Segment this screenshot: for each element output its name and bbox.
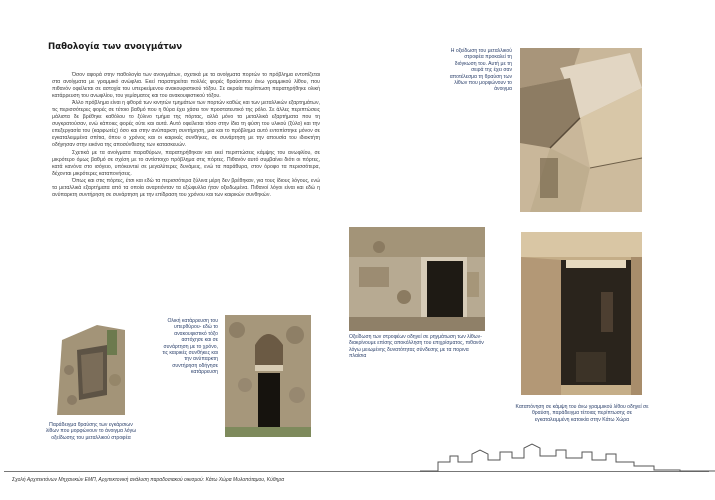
caption-top-right: Η οξείδωση του μεταλλικού στροφέα προκαλεί τη διόγκωση του. Αυτή με τη σειρά της έχει σαν αποτέλεσμα τη θραύση των λίθων που μορφώνουν το άνοιγμα [449,48,512,93]
village-skyline-drawing [420,440,715,474]
caption-bottom-mid: Ολική κατάρρευση του υπερθύρου- εδώ το ανακουφιστικό τόξο αστόχησε και σε συνάρτηση με το χρόνο, τις καιρικές συνθήκες και την ανύπαρκτη συντήρηση οδήγησε κατάρρευση [162,318,218,376]
page-title: Παθολογία των ανοιγμάτων [48,42,183,52]
caption-bottom-right: Καταπόνηση σε κάμψη του άνω γραμμικού λίθου οδηγεί σε θραύση, παράδειγμα τέτοιας περίπτωσης σε εγκαταλειμμένη κατοικία στην Κάτω Χώρα [515,404,649,423]
photo-stone-fracture [57,320,125,418]
paragraph: Όπως και στις πόρτες, έτσι και εδώ τα περισσότερα ξύλινα μέρη δεν βρέθηκαν, για τους ίδιους λόγους, ενώ τα μεταλλικά εξαρτήματα από τα οποία αναρτιόνταν τα εξώφυλλα ήταν οξειδωμένα. Πιθανοί λόγοι είναι και εδώ η ανύπαρκτη συντήρηση σε συνάρτηση με την επίδραση του χρόνου και των καιρικών συνθηκών. [52,177,320,198]
photo-oxidized-hinge [520,48,642,212]
paragraph: Σχετικά με τα ανοίγματα παραθύρων, παρατηρήθηκαν και εκεί περιπτώσεις κάμψης του ανωφλίου, σε μικρότερο όμως βαθμό σε σχέση με το αντίστοιχο πρόβλημα στις πόρτες. Πιθανόν αυτό συμβαίνει διότι οι πόρτες, κατά κανόνα στο ισόγειο, υπόκειντai σε μεγαλύτερες δυνάμεις, ενώ τα παράθυρα, στον όροφο τα περισσότερα, δέχονται μικρότερες καταπονήσεις. [52,149,320,177]
footer-credit: Σχολή Αρχιτεκτόνων Μηχανικών ΕΜΠ, Αρχιτεκτονική ανάλυση παραδοσιακού οικισμού: Κάτω Χώρα Μυλοπόταμου, Κύθηρα [12,477,285,483]
photo-lintel-bending [521,232,642,395]
photo-overdoor-collapse [225,315,311,437]
caption-bottom-left: Παράδειγμα θραύσης των εγκάρσιων λίθων που μορφώνουν το άνοιγμα λόγω οξείδωσης του μεταλλικού στροφέα [45,422,137,441]
caption-middle-center: Οξείδωση των στροφέων οδηγεί σε ρηγμάτωση των λίθων- διακρίνουμε επίσης αποκόλληση του επιχρίσματος, πιθανόν λόγω μειωμένης δυνατότητας σύνδεσης με τα πορινα πλαίσια [349,334,484,360]
paragraph: Όσον αφορά στην παθολογία των ανοιγμάτων, σχετικά με τα ανοίγματα πορτών το πρόβλημα εντοπίζεται στα ανοίγματα με γραμμικό ανώφλια. Εκεί παρατηρείται πολλές φορές θραύσιπου άνω γραμμικού λίθου, που πιθανόν οφείλεται σε αστοχία του υπερκείμενου ανακουφιστικού τόξου. Σε ακραία περίπτωση παρατηρήθηκε ολική κατάρρευση του ανωφλίου, του γεμίσματος και του ανακουφιστικού τόξου. [52,72,320,100]
body-text [52,72,320,199]
photo-window-oxidation [349,227,485,331]
paragraph: Άλλο πρόβλημα είναι η φθορά των κινητών τμημάτων των πορτών καθώς και των μεταλλικών εξαρτημάτων, τις περισσότερες φορές σε τέτοιο βαθμό που η θύρα έχει χάσει τον προστατευτικό της ρόλο. Σε άλλες περιπτώσεις μάλιστα δε βρέθηκε καθόλου το ξύλινο τμήμα της πόρτας, αλλά μόνο τα μεταλλικά εξαρτήματα που τη συγκρατούσαν, ενώ κάποιες φορές ούτε και αυτά. Αυτό οφείλεται τόσο στην ίδια τη φύση του υλικού (ξύλο) και την επεξεργασία του (καρφωτές) όσο και στην ανύπαρκτη συντήρηση, μια και το πρόβλημα αυτό εντοπίστηκε μόνον σε εγκαταλειμμένα σπίτια, όπου ο χρόνος και οι καιρικές συνθήκες, σε συνάρτηση με την απουσία του ιδιοκτήτη οδήγησαν στην εικόνα της αποσύνθεσης των κατασκευών. [52,100,320,149]
